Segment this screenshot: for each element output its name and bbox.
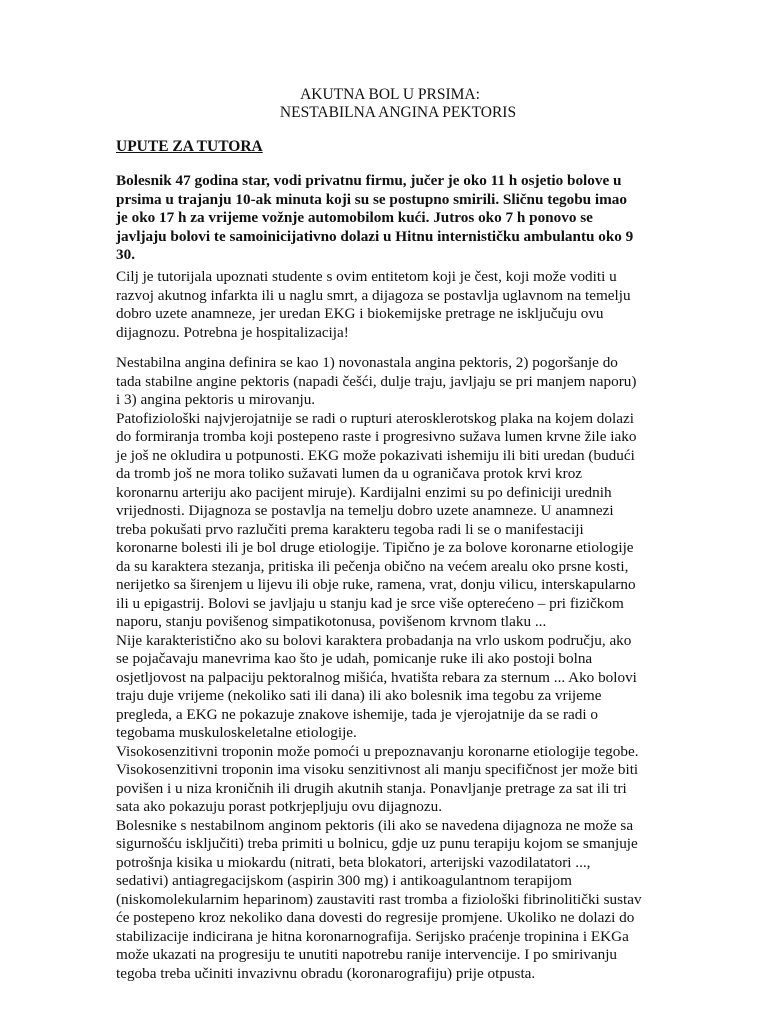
body-line: da tromb još ne mora toliko sužavati lumen da u ograničava protok krvi kroz (116, 465, 583, 482)
body-line: stabilizacije indicirana je hitna koronarnografija. Serijsko praćenje tropinina i EKGa (116, 927, 629, 945)
body-line: treba pokušati prvo razlučiti prema karakteru tegoba radi li se o manifestaciji (116, 520, 584, 538)
body-line: naporu, stanju povišenog simpatikotonusa, povišenom krvnom tlaku ... (116, 613, 547, 630)
body-line: tegobama muskuloskeletalne etiologije. (116, 724, 357, 741)
title-line-1: AKUTNA BOL U PRSIMA: (300, 86, 480, 103)
aim-line: dijagnozu. Potrebna je hospitalizacija! (116, 323, 349, 341)
aim-line: dobro uzete anamneze, jer uredan EKG i biokemijske pretrage ne isključuju ovu (116, 305, 604, 322)
body-line: ili u epigastrij. Bolovi se javljaju u stanju kad je srce više opterećeno – pri fizičkom (116, 594, 624, 612)
case-line: je oko 17 h za vrijeme vožnje automobilom kući. Jutros oko 7 h ponovo se (116, 209, 593, 226)
case-paragraph (116, 172, 676, 265)
body-line: sigurnošću isključiti) treba primiti u bolnicu, gdje uz punu terapiju kojom se smanjuje (116, 835, 638, 852)
body-line: će postepeno kroz nekoliko dana dovesti do regresije promjene. Ukoliko ne dolazi do (116, 909, 635, 926)
case-line: 30. (116, 246, 135, 263)
body-line: osjetljovost na palpaciju pektoralnog mišića, hvatišta rebara za sternum ... Ako bolovi (116, 668, 637, 686)
body-line: sata ako pokazuju porast potkrjepljuju ovu dijagnozu. (116, 798, 443, 815)
body-line: do formiranja tromba koji postepeno raste i progresivno sužava lumen krvne žile iako (116, 428, 637, 445)
body-line: koronarne bolesti ili je bol druge etiologije. Tipično je za bolove koronarne etiologije (116, 539, 634, 556)
body-line: može ukazati na progresiju te unutiti napotrebu ranije intervencije. I po smirivanju (116, 946, 618, 963)
aim-paragraph (116, 268, 676, 342)
body-line: pregleda, a EKG ne pokazuje znakove ishemije, tada je vjerojatnije da se radi o (116, 705, 599, 723)
aim-line: Cilj je tutorijala upoznati studente s ovim entitetom koji je čest, koji može voditi u (116, 268, 617, 285)
section-heading: UPUTE ZA TUTORA (116, 138, 263, 155)
case-line: Bolesnik 47 godina star, vodi privatnu firmu, jučer je oko 11 h osjetio bolove u (116, 172, 622, 189)
body-line: Patofiziološki najvjerojatnije se radi o rupturi aterosklerotskog plaka na kojem dolazi (116, 409, 634, 427)
body-line: je još ne okludira u potpunosti. EKG može pokazivati ishemiju ili biti uredan (budući (116, 446, 635, 464)
body-line: se pojačavaju manevrima kao što je udah, pomicanje ruke ili ako postoji bolna (116, 650, 593, 667)
body-line: Bolesnike s nestabilnom anginom pektoris (ili ako se navedena dijagnoza ne može sa (116, 816, 634, 834)
body-line: Nestabilna angina definira se kao 1) novonastala angina pektoris, 2) pogoršanje do (116, 354, 618, 371)
body-line: tegoba treba učiniti invazivnu obradu (koronarografiju) prije otpusta. (116, 964, 536, 982)
body-line: povišen i u niza kroničnih ili drugih akutnih stanja. Ponavljanje pretrage za sat ili tri (116, 779, 627, 797)
body-line: vrijednosti. Dijagnoza se postavlja na temelju dobro uzete anamneze. U anamnezi (116, 502, 614, 519)
aim-line: razvoj akutnog infarkta ili u naglu smrt, a dijagoza se postavlja uglavnom na temelju (116, 286, 631, 304)
body-line: koronarnu arteriju ako pacijent miruje). Kardijalni enzimi su po definiciji urednih (116, 483, 612, 501)
case-line: prsima u trajanju 10-ak minuta koji su se postupno smirili. Sličnu tegobu imao (116, 190, 627, 208)
body-line: (niskomolekularnim heparinom) zaustaviti rast tromba a fiziološki fibrinolitički sustav (116, 890, 642, 908)
case-line: javljaju bolovi te samoinicijativno dolazi u Hitnu internističku ambulantu oko 9 (116, 227, 634, 245)
body-line: nerijetko sa širenjem u lijevu ili obje ruke, ramena, vrat, donju vilicu, interskapularno (116, 576, 636, 593)
body-line: Visokosenzitivni troponin ima visoku senzitivnost ali manju specifičnost jer može biti (116, 761, 639, 778)
body-text (116, 354, 676, 983)
body-line: da su karaktera stezanja, pritiska ili pečenja obično na većem arealu oko prsne kosti, (116, 557, 629, 575)
body-line: tada stabilne angine pektoris (napadi češći, dulje traju, javljaju se pri manjem naporu) (116, 372, 637, 390)
body-line: sedativi) antiagregacijskom (aspirin 300 mg) i antikoagulantnom terapijom (116, 872, 572, 889)
body-line: potrošnja kisika u miokardu (nitrati, beta blokatori, arterijski vazodilatatori ..., (116, 853, 591, 871)
body-line: Nije karakteristično ako su bolovi karaktera probadanja na vrlo uskom području, ako (116, 631, 632, 649)
body-line: Visokosenzitivni troponin može pomoći u prepoznavanju koronarne etiologije tegobe. (116, 742, 639, 760)
body-line: traju duje vrijeme (nekoliko sati ili dana) ili ako bolesnik ima tegobu za vrijeme (116, 687, 602, 704)
body-line: i 3) angina pektoris u mirovanju. (116, 391, 316, 408)
title-line-2: NESTABILNA ANGINA PEKTORIS (279, 104, 517, 121)
